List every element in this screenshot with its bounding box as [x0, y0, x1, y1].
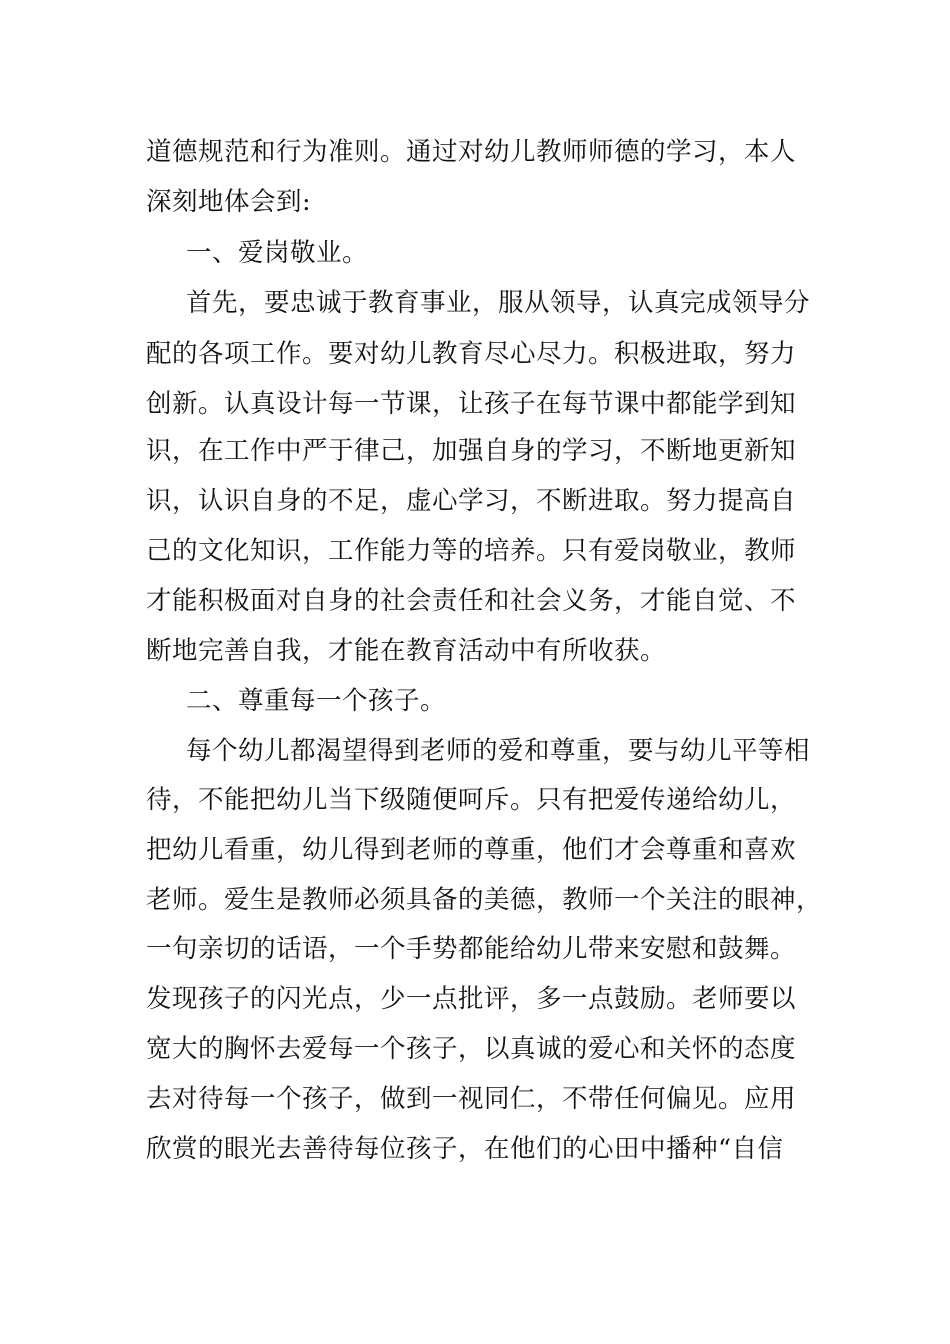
text-line: 待，不能把幼儿当下级随便呵斥。只有把爱传递给幼儿，	[146, 785, 797, 815]
text-line: 创新。认真设计每一节课，让孩子在每节课中都能学到知	[146, 389, 797, 419]
section-heading: 二、尊重每一个孩子。	[186, 686, 447, 716]
text-line: 宽大的胸怀去爱每一个孩子，以真诚的爱心和关怀的态度	[146, 1034, 797, 1064]
text-line: 深刻地体会到:	[146, 187, 312, 217]
text-line: 断地完善自我，才能在教育活动中有所收获。	[146, 636, 667, 666]
section-heading: 一、爱岗敬业。	[186, 238, 369, 268]
text-line: 老师。爱生是教师必须具备的美德，教师一个关注的眼神，	[146, 885, 823, 915]
text-line: 识，认识自身的不足，虚心学习，不断进取。努力提高自	[146, 486, 797, 516]
text-line: 识，在工作中严于律己，加强自身的学习，不断地更新知	[146, 436, 797, 466]
text-line: 己的文化知识，工作能力等的培养。只有爱岗敬业，教师	[146, 536, 797, 566]
text-line: 把幼儿看重，幼儿得到老师的尊重，他们才会尊重和喜欢	[146, 835, 797, 865]
text-line: 首先，要忠诚于教育事业，服从领导，认真完成领导分	[186, 288, 811, 318]
text-line: 发现孩子的闪光点，少一点批评，多一点鼓励。老师要以	[146, 984, 797, 1014]
text-line: 道德规范和行为准则。通过对幼儿教师师德的学习，本人	[146, 137, 797, 167]
text-line: 一句亲切的话语，一个手势都能给幼儿带来安慰和鼓舞。	[146, 934, 797, 964]
text-line: 每个幼儿都渴望得到老师的爱和尊重，要与幼儿平等相	[186, 736, 811, 766]
text-line: 欣赏的眼光去善待每位孩子，在他们的心田中播种“自信	[146, 1134, 784, 1164]
text-line: 去对待每一个孩子，做到一视同仁，不带任何偏见。应用	[146, 1084, 797, 1114]
text-line: 才能积极面对自身的社会责任和社会义务，才能自觉、不	[146, 586, 797, 616]
text-line: 配的各项工作。要对幼儿教育尽心尽力。积极进取，努力	[146, 339, 797, 369]
